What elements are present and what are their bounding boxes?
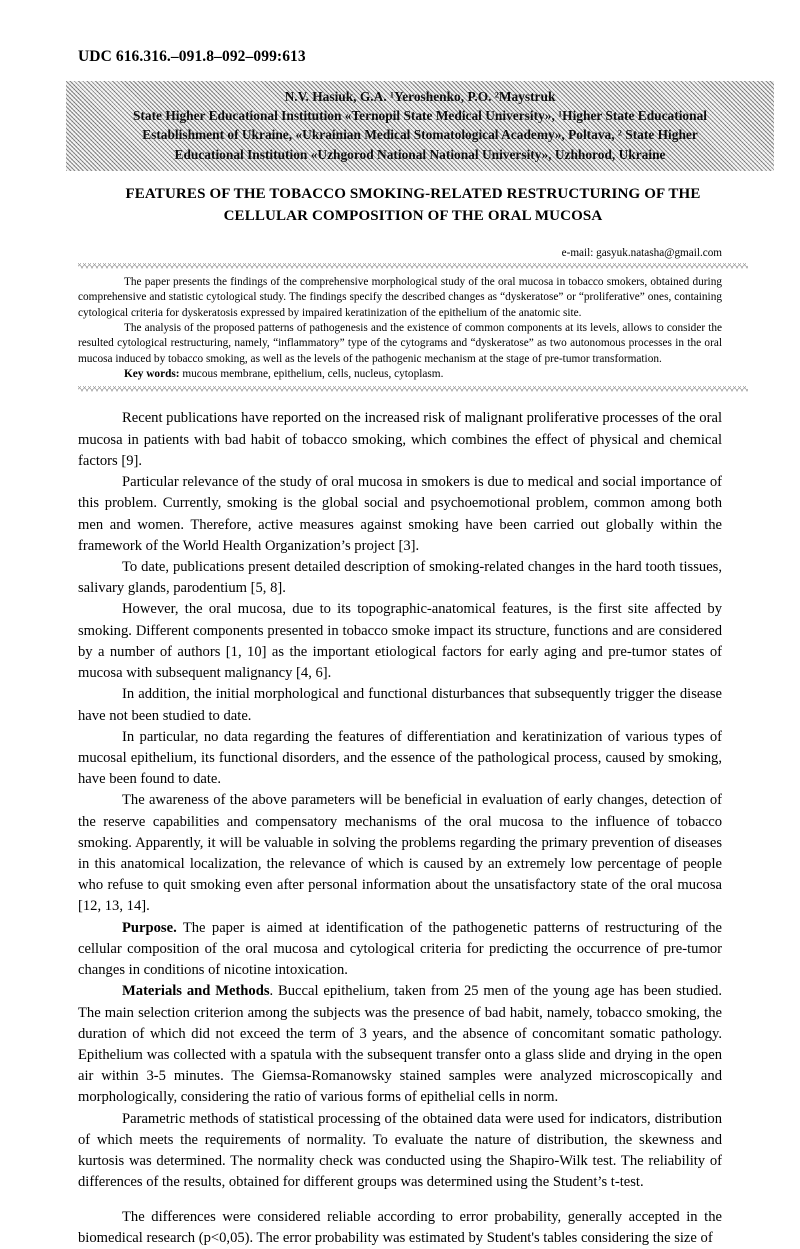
body-paragraph-2: Particular relevance of the study of oral mucosa in smokers is due to medical and social importance of this problem. Currently, smoking is the global social and psychoemotional problem, common among both men and women. Therefore, active measures against smoking have been carried out globally within the framework of the World Health Organization’s project [3]. (78, 474, 722, 554)
materials-methods-label: Materials and Methods (122, 983, 270, 1000)
body-paragraph-11: The differences were considered reliable according to error probability, generally accepted in the biomedical research (p<0,05). The error probability was estimated by Student's tables considering the size of (78, 1208, 722, 1246)
abstract-paragraph-1: The paper presents the findings of the comprehensive morphological study of the oral mucosa in tobacco smokers, obtained during comprehensive and statistic cytological study. The findings specify the described changes as “dyskeratose” or “proliferative” ones, containing cytological criteria for dyskeratosis expressed by impaired keratinization of the epithelium of the anatomic site. (78, 275, 722, 319)
keywords-value: mucous membrane, epithelium, cells, nucleus, cytoplasm. (179, 368, 444, 381)
authors-line: N.V. Hasiuk, G.A. ¹Yeroshenko, P.O. ²Maystruk (284, 88, 556, 104)
materials-methods-text: . Buccal epithelium, taken from 25 men of the young age has been studied. The main selection criterion among the subjects was the presence of bad habit, namely, tobacco smoking, the duration of which did not exceed the term of 3 years, and the absence of concomitant somatic pathology. Epithelium was collected with a spatula with the subsequent transfer onto a glass slide and drying in the open air within 3-5 minutes. The Giemsa-Romanowsky stained samples were analyzed microscopically and morphologically, considering the ratio of various forms of epithelial cells in norm. (78, 983, 722, 1106)
divider-wave-bottom (78, 386, 748, 392)
body-paragraph-10: Parametric methods of statistical processing of the obtained data were used for indicators, distribution of which meets the requirements of normality. To evaluate the nature of distribution, the skewness and kurtosis was determined. The normality check was conducted using the Shapiro-Wilk test. The reliability of differences of the results, obtained for different groups was determined using the Student’s t-test. (78, 1110, 722, 1191)
affiliation-line-3: Educational Institution «Uzhgorod National National University», Uzhhorod, Ukraine (174, 146, 666, 162)
body-paragraph-materials-methods (78, 981, 722, 1108)
abstract-paragraph-2: The analysis of the proposed patterns of pathogenesis and the existence of common components at its levels, allows to consider the resulted cytological restructuring, namely, “inflammatory” type of the cytograms and “dyskeratose” as two autonomous processes in the oral mucosa induced by tobacco smoking, as well as the levels of the pathogenic mechanism at the stage of pre-tumor transformation. (78, 322, 722, 365)
affiliation-line-2: Establishment of Ukraine, «Ukrainian Medical Stomatological Academy», Poltava, ² State Higher (142, 127, 698, 143)
body-paragraph-1: Recent publications have reported on the increased risk of malignant proliferative processes of the oral mucosa in patients with bad habit of tobacco smoking, which combines the effect of physical and chemical factors [9]. (78, 410, 722, 469)
body-paragraph-3: To date, publications present detailed description of smoking-related changes in the hard tooth tissues, salivary glands, parodentium [5, 8]. (78, 558, 722, 597)
body-paragraph-4: However, the oral mucosa, due to its topographic-anatomical features, is the first site affected by smoking. Different components presented in tobacco smoke impact its structure, functions and are considered by a number of authors [1, 10] as the important etiological factors for early aging and pre-tumor states of mucosa with subsequent malignancy [4, 6]. (78, 601, 722, 682)
abstract-section (78, 275, 722, 383)
article-body (78, 408, 722, 1249)
purpose-text: The paper is aimed at identification of the pathogenetic patterns of restructuring of the cellular composition of the oral mucosa and cytological criteria for predicting the occurrence of pre-tumor changes in conditions of nicotine intoxication. (78, 919, 722, 979)
contact-email: e-mail: gasyuk.natasha@gmail.com (561, 246, 722, 259)
body-paragraph-5: In addition, the initial morphological and functional disturbances that subsequently trigger the disease have not been studied to date. (78, 686, 722, 724)
body-paragraph-7: The awareness of the above parameters will be beneficial in evaluation of early changes, detection of the reserve capabilities and compensatory mechanisms of the oral mucosa to the influence of tobacco smoking. Apparently, it will be valuable in solving the problems regarding the primary prevention of diseases in this anatomical localization, the relevance of which is caused by an extremely low percentage of people who refuse to quit smoking even after personal information about the unsatisfactory state of the oral mucosa [12, 13, 14]. (78, 792, 722, 915)
keywords-label: Key words: (124, 368, 180, 381)
paper-title: FEATURES OF THE TOBACCO SMOKING-RELATED RESTRUCTURING OF THE CELLULAR COMPOSITION OF THE ORAL MUCOSA (125, 186, 701, 224)
divider-wave-top (78, 263, 748, 269)
keywords-line (78, 367, 722, 382)
purpose-label: Purpose. (122, 919, 177, 936)
body-paragraph-purpose (78, 918, 722, 982)
author-affiliation-block (66, 81, 774, 172)
affiliation-line-1: State Higher Educational Institution «Ternopil State Medical University», ¹Higher State Educational (132, 108, 707, 124)
udc-code: UDC 616.316.–091.8–092–099:613 (78, 48, 306, 65)
body-paragraph-6: In particular, no data regarding the features of differentiation and keratinization of various types of mucosal epithelium, its functional disorders, and the essence of the pathological process, caused by smoking, have been found to date. (78, 728, 722, 788)
